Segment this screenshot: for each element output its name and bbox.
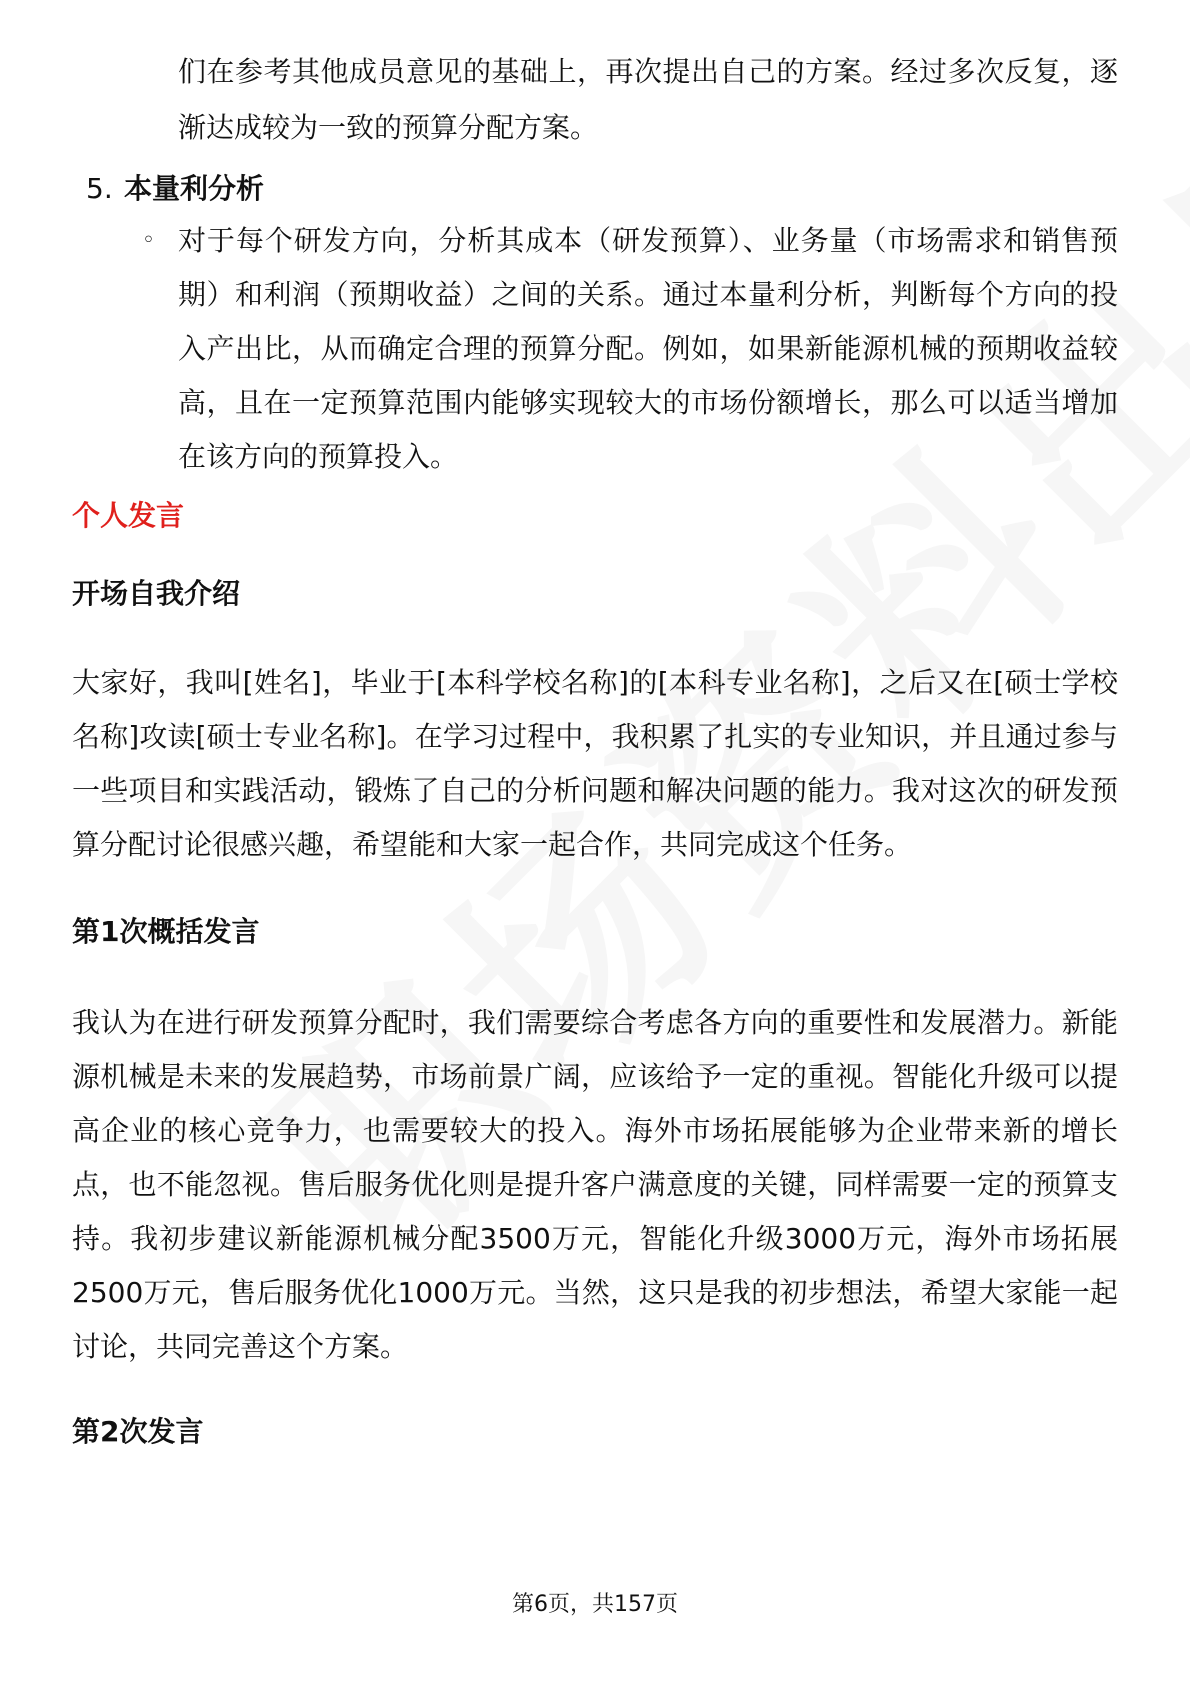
continued-bullet-text: 们在参考其他成员意见的基础上，再次提出自己的方案。经过多次反复，逐渐达成较为一致的预算分配方案。 [178,55,1118,144]
section-title: 个人发言 [72,499,185,532]
intro-paragraph: 大家好，我叫[姓名]，毕业于[本科学校名称]的[本科专业名称]，之后又在[硕士学校名称]攻读[硕士专业名称]。在学习过程中，我积累了扎实的专业知识，并且通过参与一些项目和实践活动，锻炼了自己的分析问题和解决问题的能力。我对这次的研发预算分配讨论很感兴趣，希望能和大家一起合作，共同完成这个任务。 [72,666,1118,861]
sub-bullet-text: 对于每个研发方向，分析其成本（研发预算）、业务量（市场需求和销售预期）和利润（预期收益）之间的关系。通过本量利分析，判断每个方向的投入产出比，从而确定合理的预算分配。例如，如果新能源机械的预期收益较高，且在一定预算范围内能够实现较大的市场份额增长，那么可以适当增加在该方向的预算投入。 [178,224,1118,473]
speech1-heading: 第1次概括发言 [72,915,260,948]
speech2-heading: 第2次发言 [72,1415,204,1448]
page-footer: 第6页，共157页 [512,1592,678,1617]
list-item-title: 本量利分析 [124,172,265,205]
bullet-marker: ◦ [142,228,155,253]
list-number: 5. [86,172,113,205]
sub-bullet [142,214,1118,484]
list-item-5-title [86,161,264,217]
intro-heading: 开场自我介绍 [72,577,241,610]
speech1-paragraph: 我认为在进行研发预算分配时，我们需要综合考虑各方向的重要性和发展潜力。新能源机械是未来的发展趋势，市场前景广阔，应该给予一定的重视。智能化升级可以提高企业的核心竞争力，也需要较大的投入。海外市场拓展能够为企业带来新的增长点，也不能忽视。售后服务优化则是提升客户满意度的关键，同样需要一定的预算支持。我初步建议新能源机械分配3500万元，智能化升级3000万元，海外市场拓展2500万元，售后服务优化1000万元。当然，这只是我的初步想法，希望大家能一起讨论，共同完善这个方案。 [72,1006,1118,1363]
